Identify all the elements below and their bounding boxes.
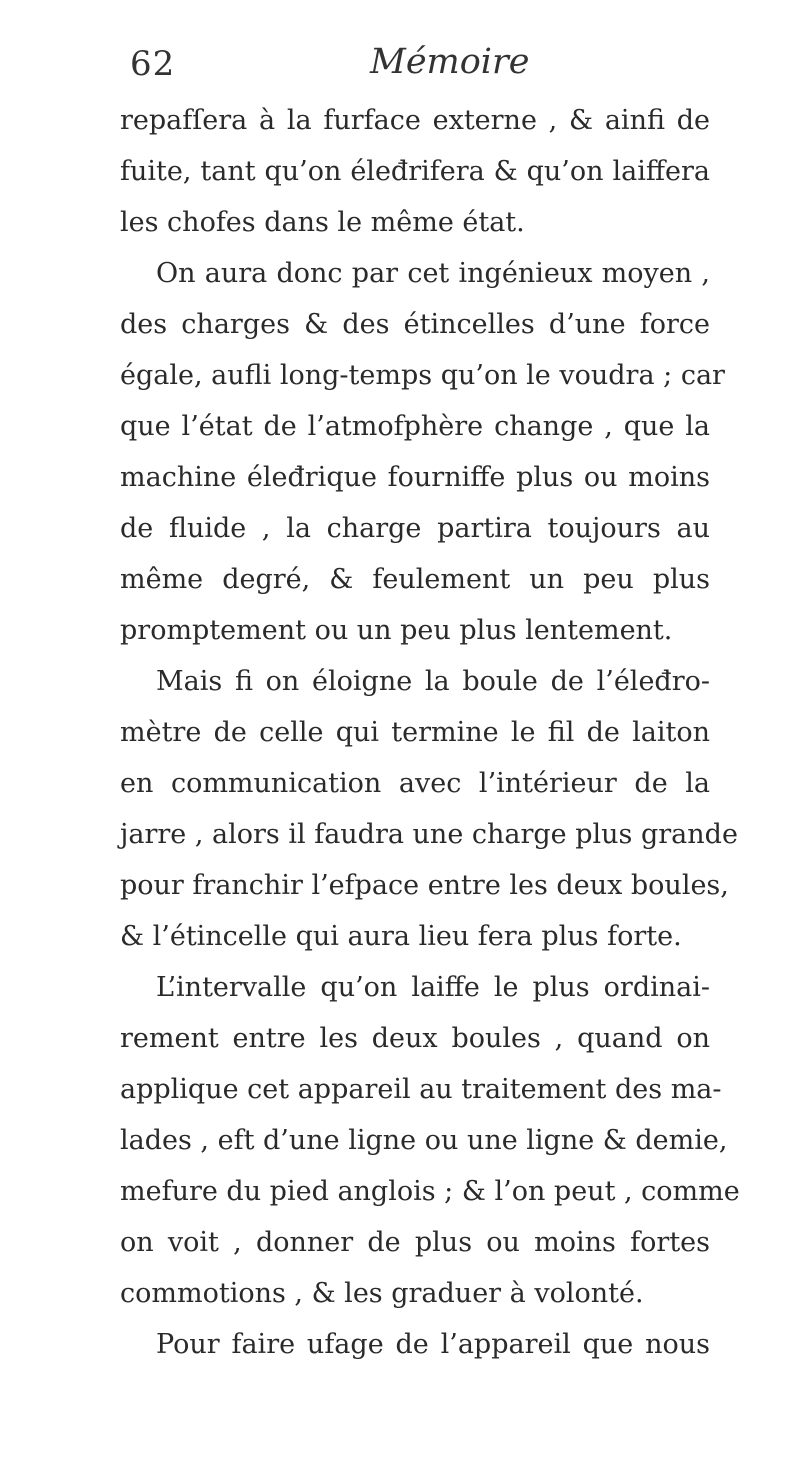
- text-line: repafſera à la furface externe , & ainfi de: [120, 105, 710, 136]
- text-line: pour franchir l’efpace entre les deux boules,: [120, 870, 729, 901]
- text-line: applique cet appareil au traitement des ma-: [120, 1074, 722, 1105]
- text-line: des charges & des étincelles d’une force: [120, 309, 710, 340]
- page-header: [0, 40, 800, 100]
- text-line: on voit , donner de plus ou moins fortes: [120, 1227, 710, 1258]
- text-line: de fluide , la charge partira toujours au: [120, 513, 710, 544]
- page-number: 62: [130, 44, 176, 84]
- text-line: promptement ou un peu plus lentement.: [120, 615, 673, 646]
- text-line: machine éleđrique fourniffe plus ou moins: [120, 462, 710, 493]
- running-title: Mémoire: [370, 42, 530, 82]
- text-line: lades , eft d’une ligne ou une ligne & demie,: [120, 1125, 728, 1156]
- text-line: Mais fi on éloigne la boule de l’éleđro-: [156, 666, 710, 697]
- text-line: rement entre les deux boules , quand on: [120, 1023, 710, 1054]
- text-line: commotions , & les graduer à volonté.: [120, 1278, 644, 1309]
- text-line: mètre de celle qui termine le fil de laiton: [120, 717, 710, 748]
- text-line: les chofes dans le même état.: [120, 207, 525, 238]
- text-line: jarre , alors il faudra une charge plus grande: [120, 819, 738, 850]
- text-line: égale, aufli long-temps qu’on le voudra ; car: [120, 360, 725, 391]
- text-line: mefure du pied anglois ; & l’on peut , comme: [120, 1176, 740, 1207]
- text-line: même degré, & feulement un peu plus: [120, 564, 710, 595]
- text-line: Pour faire ufage de l’appareil que nous: [156, 1329, 710, 1360]
- body-text: [120, 95, 740, 1370]
- text-line: On aura donc par cet ingénieux moyen ,: [156, 258, 710, 289]
- text-line: fuite, tant qu’on éleđrifera & qu’on laiffera: [120, 156, 710, 187]
- text-line: que l’état de l’atmofphère change , que la: [120, 411, 710, 442]
- text-line: L’intervalle qu’on laiffe le plus ordinai-: [156, 972, 710, 1003]
- text-line: en communication avec l’intérieur de la: [120, 768, 710, 799]
- text-line: & l’étincelle qui aura lieu fera plus forte.: [120, 921, 682, 952]
